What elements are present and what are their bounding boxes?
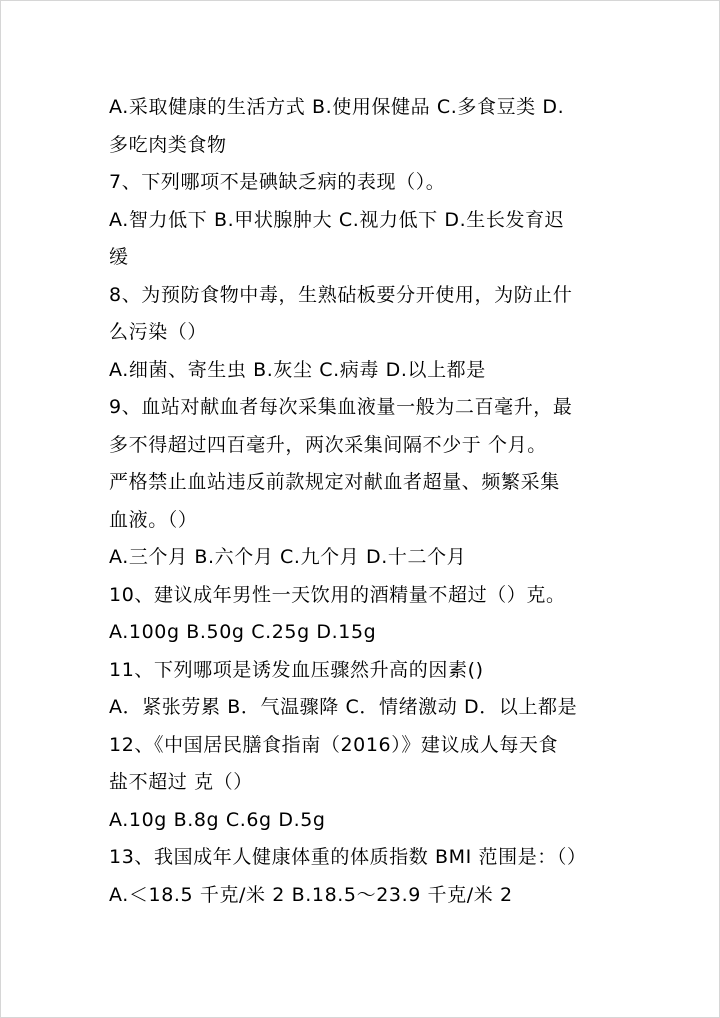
- text-line: 10、建议成年男性一天饮用的酒精量不超过（）克。: [109, 583, 566, 606]
- text-line: 13、我国成年人健康体重的体质指数 BMI 范围是：（）: [109, 846, 587, 868]
- text-line: A．紧张劳累 B．气温骤降 C．情绪激动 D．以上都是: [109, 696, 578, 718]
- text-line: 么污染（）: [109, 321, 208, 343]
- text-line: A.10g B.8g C.6g D.5g: [109, 808, 326, 831]
- text-line: A.采取健康的生活方式 B.使用保健品 C.多食豆类 D.: [109, 96, 565, 118]
- text-line: 血液。（）: [109, 508, 198, 531]
- text-line: 9、血站对献血者每次采集血液量一般为二百毫升，最: [109, 396, 573, 418]
- text-line: 11、下列哪项是诱发血压骤然升高的因素(): [109, 658, 484, 681]
- text-line: A.细菌、寄生虫 B.灰尘 C.病毒 D.以上都是: [109, 358, 486, 381]
- text-line: 12、《中国居民膳食指南（2016）》建议成人每天食: [109, 733, 559, 756]
- text-line: 多不得超过四百毫升，两次采集间隔不少于 个月。: [109, 433, 547, 456]
- text-line: 盐不超过 克（）: [109, 771, 253, 793]
- text-line: A.100g B.50g C.25g D.15g: [109, 621, 377, 643]
- document-body: [109, 89, 629, 914]
- text-line: 7、下列哪项不是碘缺乏病的表现（）。: [109, 171, 446, 193]
- text-line: A.智力低下 B.甲状腺肿大 C.视力低下 D.生长发育迟: [109, 208, 565, 231]
- text-line: A.三个月 B.六个月 C.九个月 D.十二个月: [109, 546, 467, 568]
- text-line: 缓: [109, 246, 129, 268]
- text-line: A.＜18.5 千克/米 2 B.18.5～23.9 千克/米 2: [109, 883, 513, 906]
- text-line: 8、为预防食物中毒，生熟砧板要分开使用，为防止什: [109, 283, 573, 306]
- text-line: 多吃肉类食物: [109, 133, 227, 156]
- text-line: 严格禁止血站违反前款规定对献血者超量、频繁采集: [109, 471, 560, 493]
